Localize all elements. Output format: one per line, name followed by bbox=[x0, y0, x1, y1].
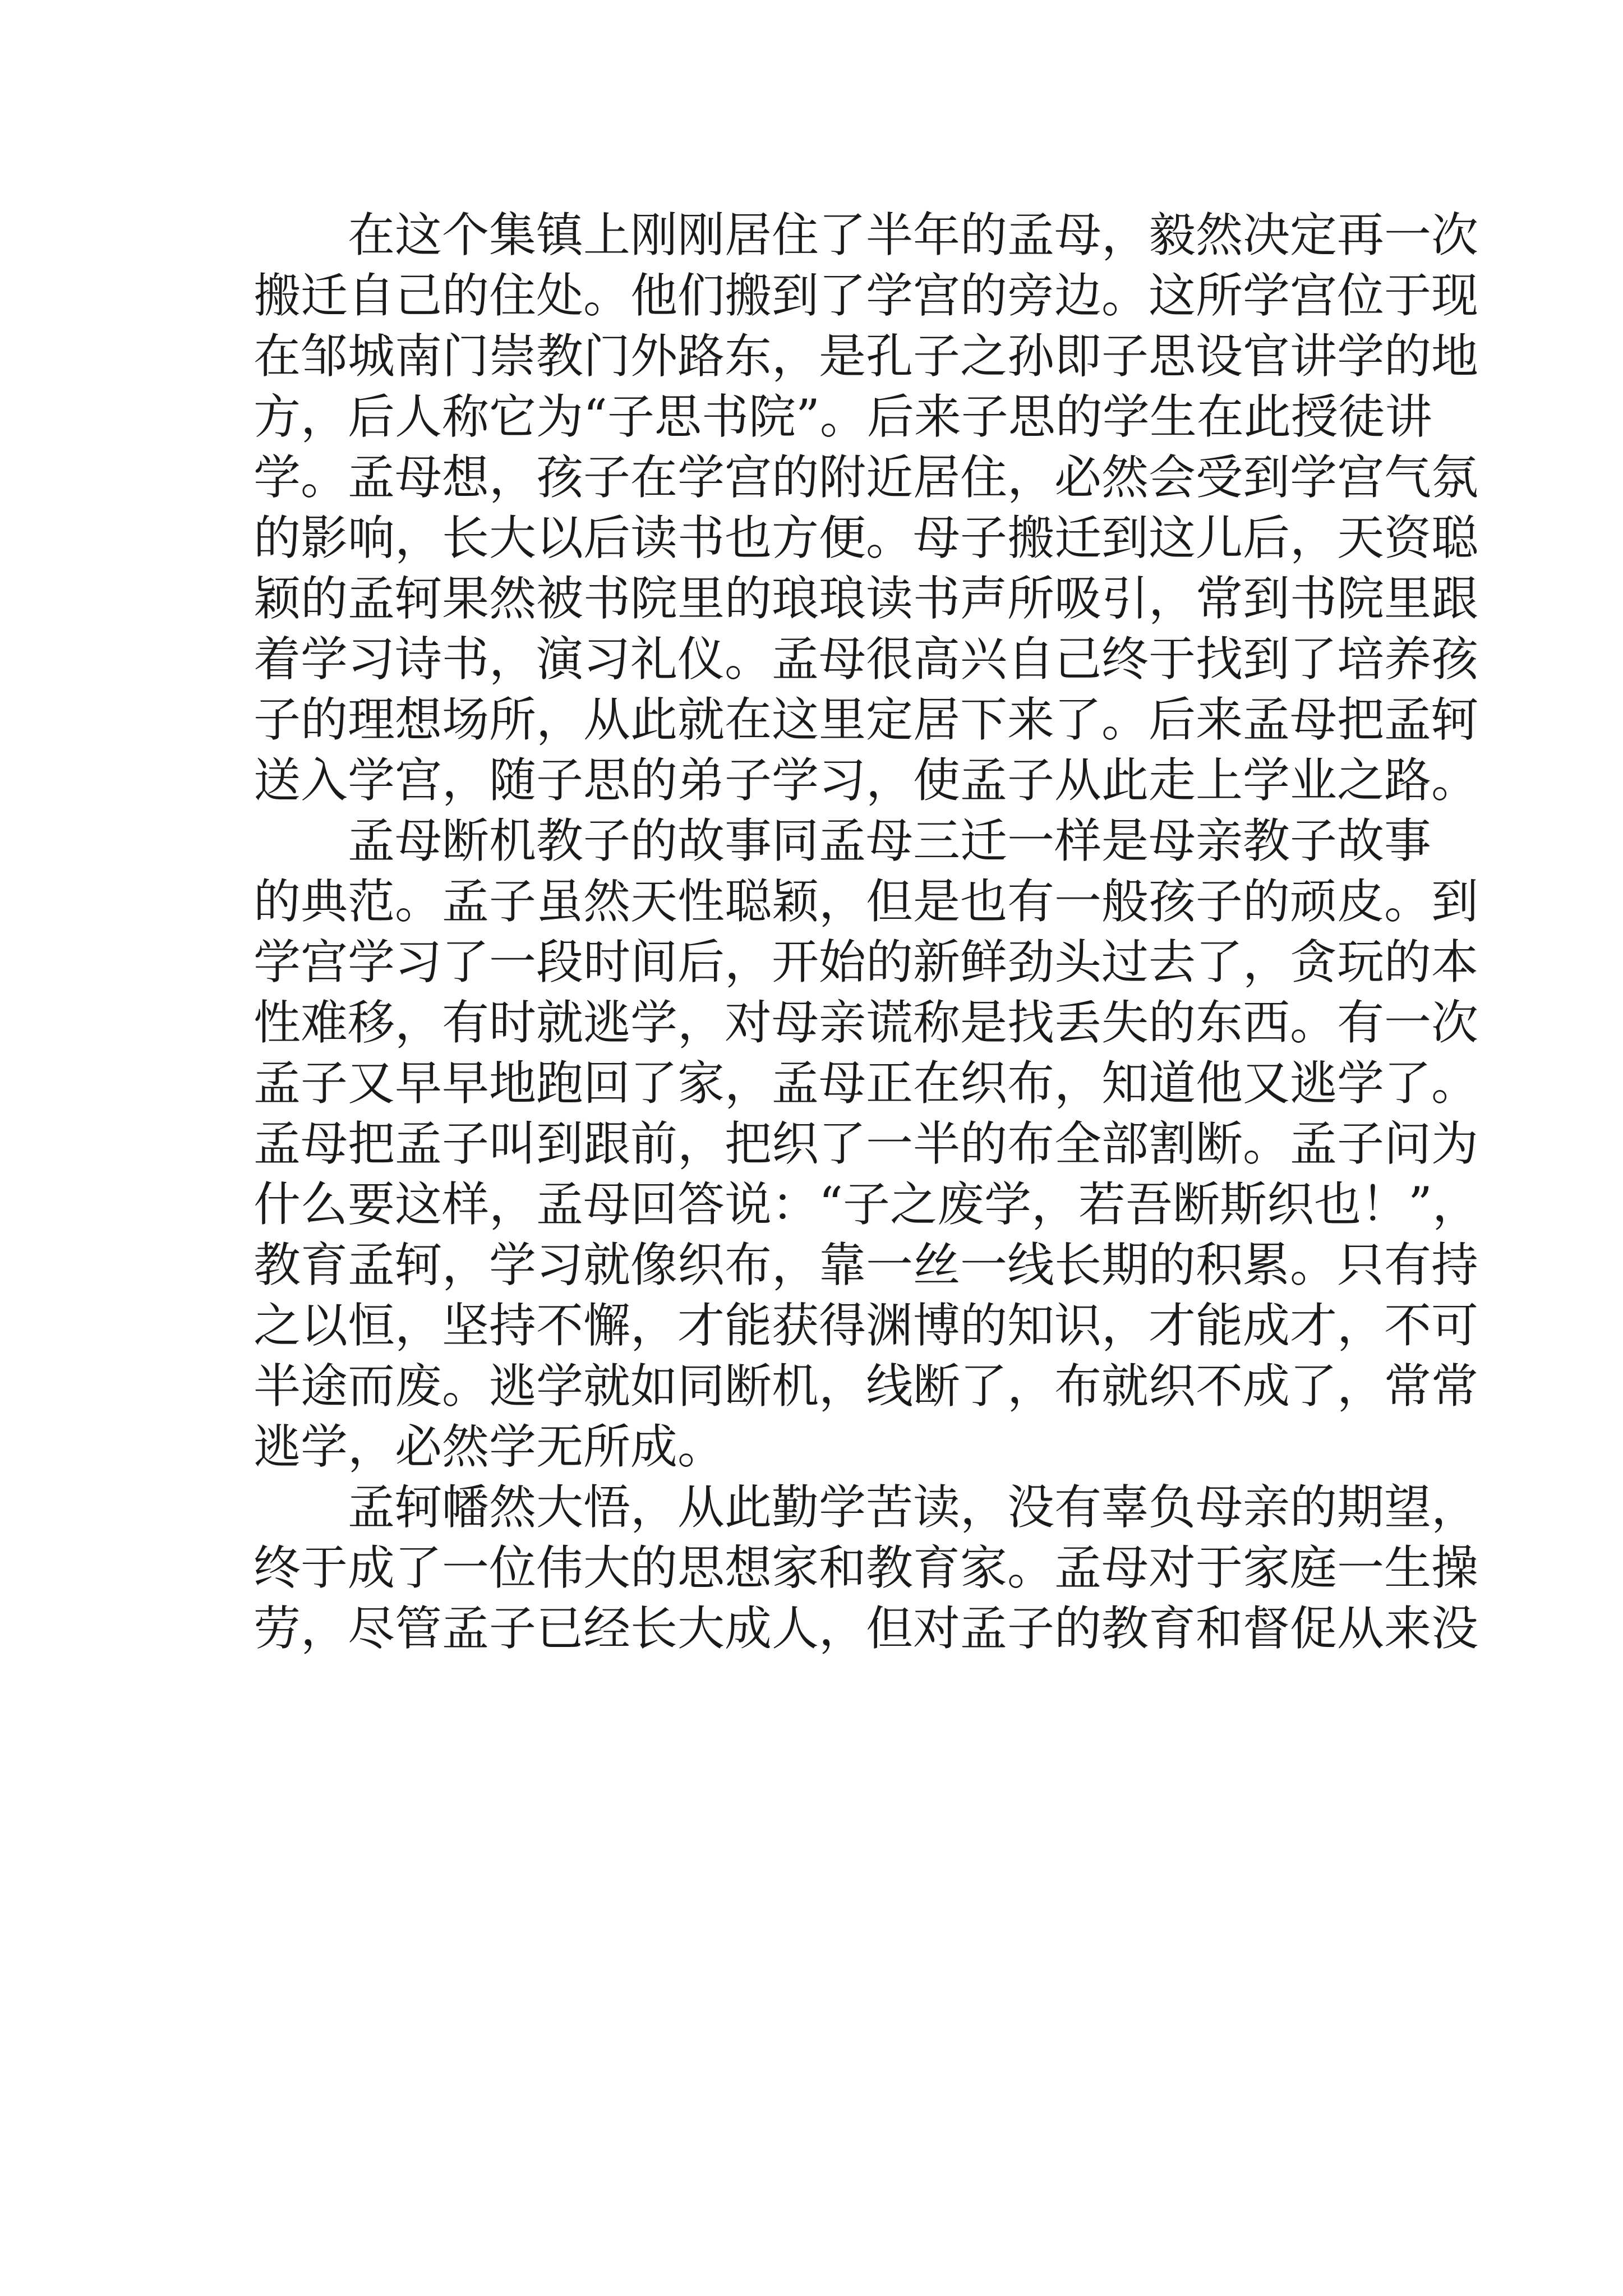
text-line: 送入学宫，随子思的弟子学习，使孟子从此走上学业之路。 bbox=[253, 753, 1479, 808]
text-line: 搬迁自己的住处。他们搬到了学宫的旁边。这所学宫位于现 bbox=[253, 268, 1479, 323]
text-line: 颖的孟轲果然被书院里的琅琅读书声所吸引，常到书院里跟 bbox=[253, 571, 1479, 626]
text-line: 逃学，必然学无所成。 bbox=[253, 1419, 725, 1474]
text-line: 性难移，有时就逃学，对母亲谎称是找丢失的东西。有一次 bbox=[253, 995, 1479, 1050]
text-line: 孟母把孟子叫到跟前，把织了一半的布全部割断。孟子问为 bbox=[253, 1116, 1479, 1171]
text-line: 教育孟轲，学习就像织布，靠一丝一线长期的积累。只有持 bbox=[253, 1237, 1479, 1292]
text-line: 劳，尽管孟子已经长大成人，但对孟子的教育和督促从来没 bbox=[253, 1601, 1479, 1656]
text-line: 的典范。孟子虽然天性聪颖，但是也有一般孩子的顽皮。到 bbox=[253, 874, 1479, 929]
text-line: 之以恒，坚持不懈，才能获得渊博的知识，才能成才，不可 bbox=[253, 1298, 1479, 1353]
text-line: 在邹城南门崇教门外路东，是孔子之孙即子思设官讲学的地 bbox=[253, 329, 1479, 384]
text-line: 学宫学习了一段时间后，开始的新鲜劲头过去了，贪玩的本 bbox=[253, 935, 1479, 990]
text-line: 的影响，长大以后读书也方便。母子搬迁到这儿后，天资聪 bbox=[253, 510, 1479, 565]
text-line: 在这个集镇上刚刚居住了半年的孟母，毅然决定再一次 bbox=[253, 208, 1479, 263]
text-line: 子的理想场所，从此就在这里定居下来了。后来孟母把孟轲 bbox=[253, 692, 1479, 747]
text-line: 着学习诗书，演习礼仪。孟母很高兴自己终于找到了培养孩 bbox=[253, 632, 1479, 687]
text-line: 孟子又早早地跑回了家，孟母正在织布，知道他又逃学了。 bbox=[253, 1056, 1479, 1111]
body-text bbox=[253, 205, 1479, 1659]
text-line: 什么要这样，孟母回答说：“子之废学，若吾断斯织也！”， bbox=[253, 1177, 1479, 1232]
text-line: 孟母断机教子的故事同孟母三迁一样是母亲教子故事 bbox=[253, 813, 1432, 868]
text-line: 孟轲幡然大悟，从此勤学苦读，没有辜负母亲的期望， bbox=[253, 1480, 1479, 1535]
text-line: 学。孟母想，孩子在学宫的附近居住，必然会受到学宫气氛 bbox=[253, 450, 1479, 505]
text-line: 终于成了一位伟大的思想家和教育家。孟母对于家庭一生操 bbox=[253, 1540, 1479, 1595]
text-line: 半途而废。逃学就如同断机，线断了，布就织不成了，常常 bbox=[253, 1359, 1479, 1414]
text-line: 方，后人称它为“子思书院”。后来子思的学生在此授徒讲 bbox=[253, 389, 1432, 444]
